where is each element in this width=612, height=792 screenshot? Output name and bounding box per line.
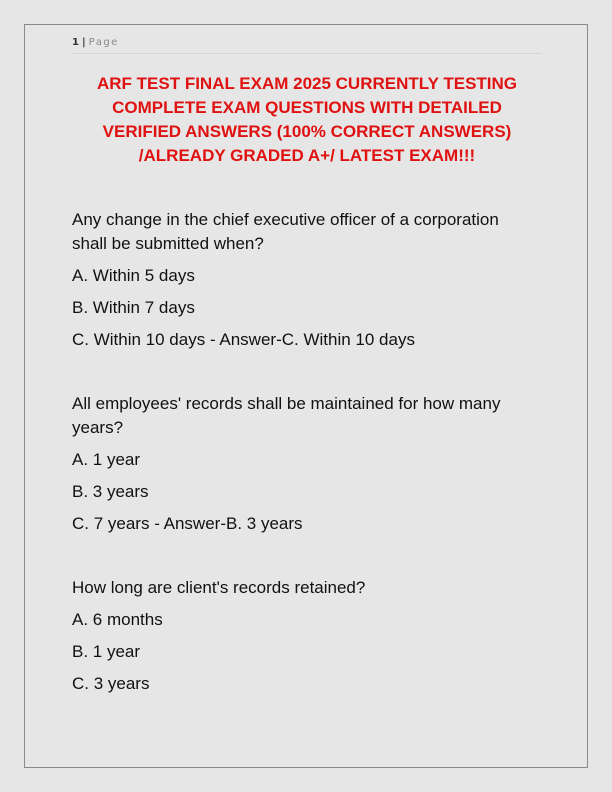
page-separator: |: [81, 37, 86, 48]
page-header: [72, 37, 542, 54]
answer-option-a: A. Within 5 days: [72, 266, 195, 285]
question-block-2: [72, 392, 552, 536]
question-text: All employees' records shall be maintained for how many: [72, 394, 501, 413]
question-text: How long are client's records retained?: [72, 578, 366, 597]
question-text: years?: [72, 418, 124, 437]
title-line: COMPLETE EXAM QUESTIONS WITH DETAILED: [112, 98, 502, 117]
answer-option-c: C. 3 years: [72, 674, 150, 693]
question-text: Any change in the chief executive officer of a corporation: [72, 210, 499, 229]
document-page: [24, 24, 588, 768]
document-title: [72, 72, 542, 168]
answer-option-a: A. 1 year: [72, 450, 141, 469]
question-block-3: [72, 576, 552, 696]
page-number: 1: [72, 37, 79, 48]
answer-option-c: C. 7 years - Answer-B. 3 years: [72, 514, 303, 533]
answer-option-a: A. 6 months: [72, 610, 163, 629]
question-text: shall be submitted when?: [72, 234, 264, 253]
title-line: ARF TEST FINAL EXAM 2025 CURRENTLY TESTING: [96, 74, 518, 93]
answer-option-b: B. Within 7 days: [72, 298, 195, 317]
answer-option-b: B. 1 year: [72, 642, 141, 661]
answer-option-c: C. Within 10 days - Answer-C. Within 10 days: [72, 330, 415, 349]
title-line: /ALREADY GRADED A+/ LATEST EXAM!!!: [138, 146, 476, 165]
question-block-1: [72, 208, 552, 352]
title-line: VERIFIED ANSWERS (100% CORRECT ANSWERS): [102, 122, 512, 141]
answer-option-b: B. 3 years: [72, 482, 149, 501]
page-label: Page: [88, 37, 119, 48]
